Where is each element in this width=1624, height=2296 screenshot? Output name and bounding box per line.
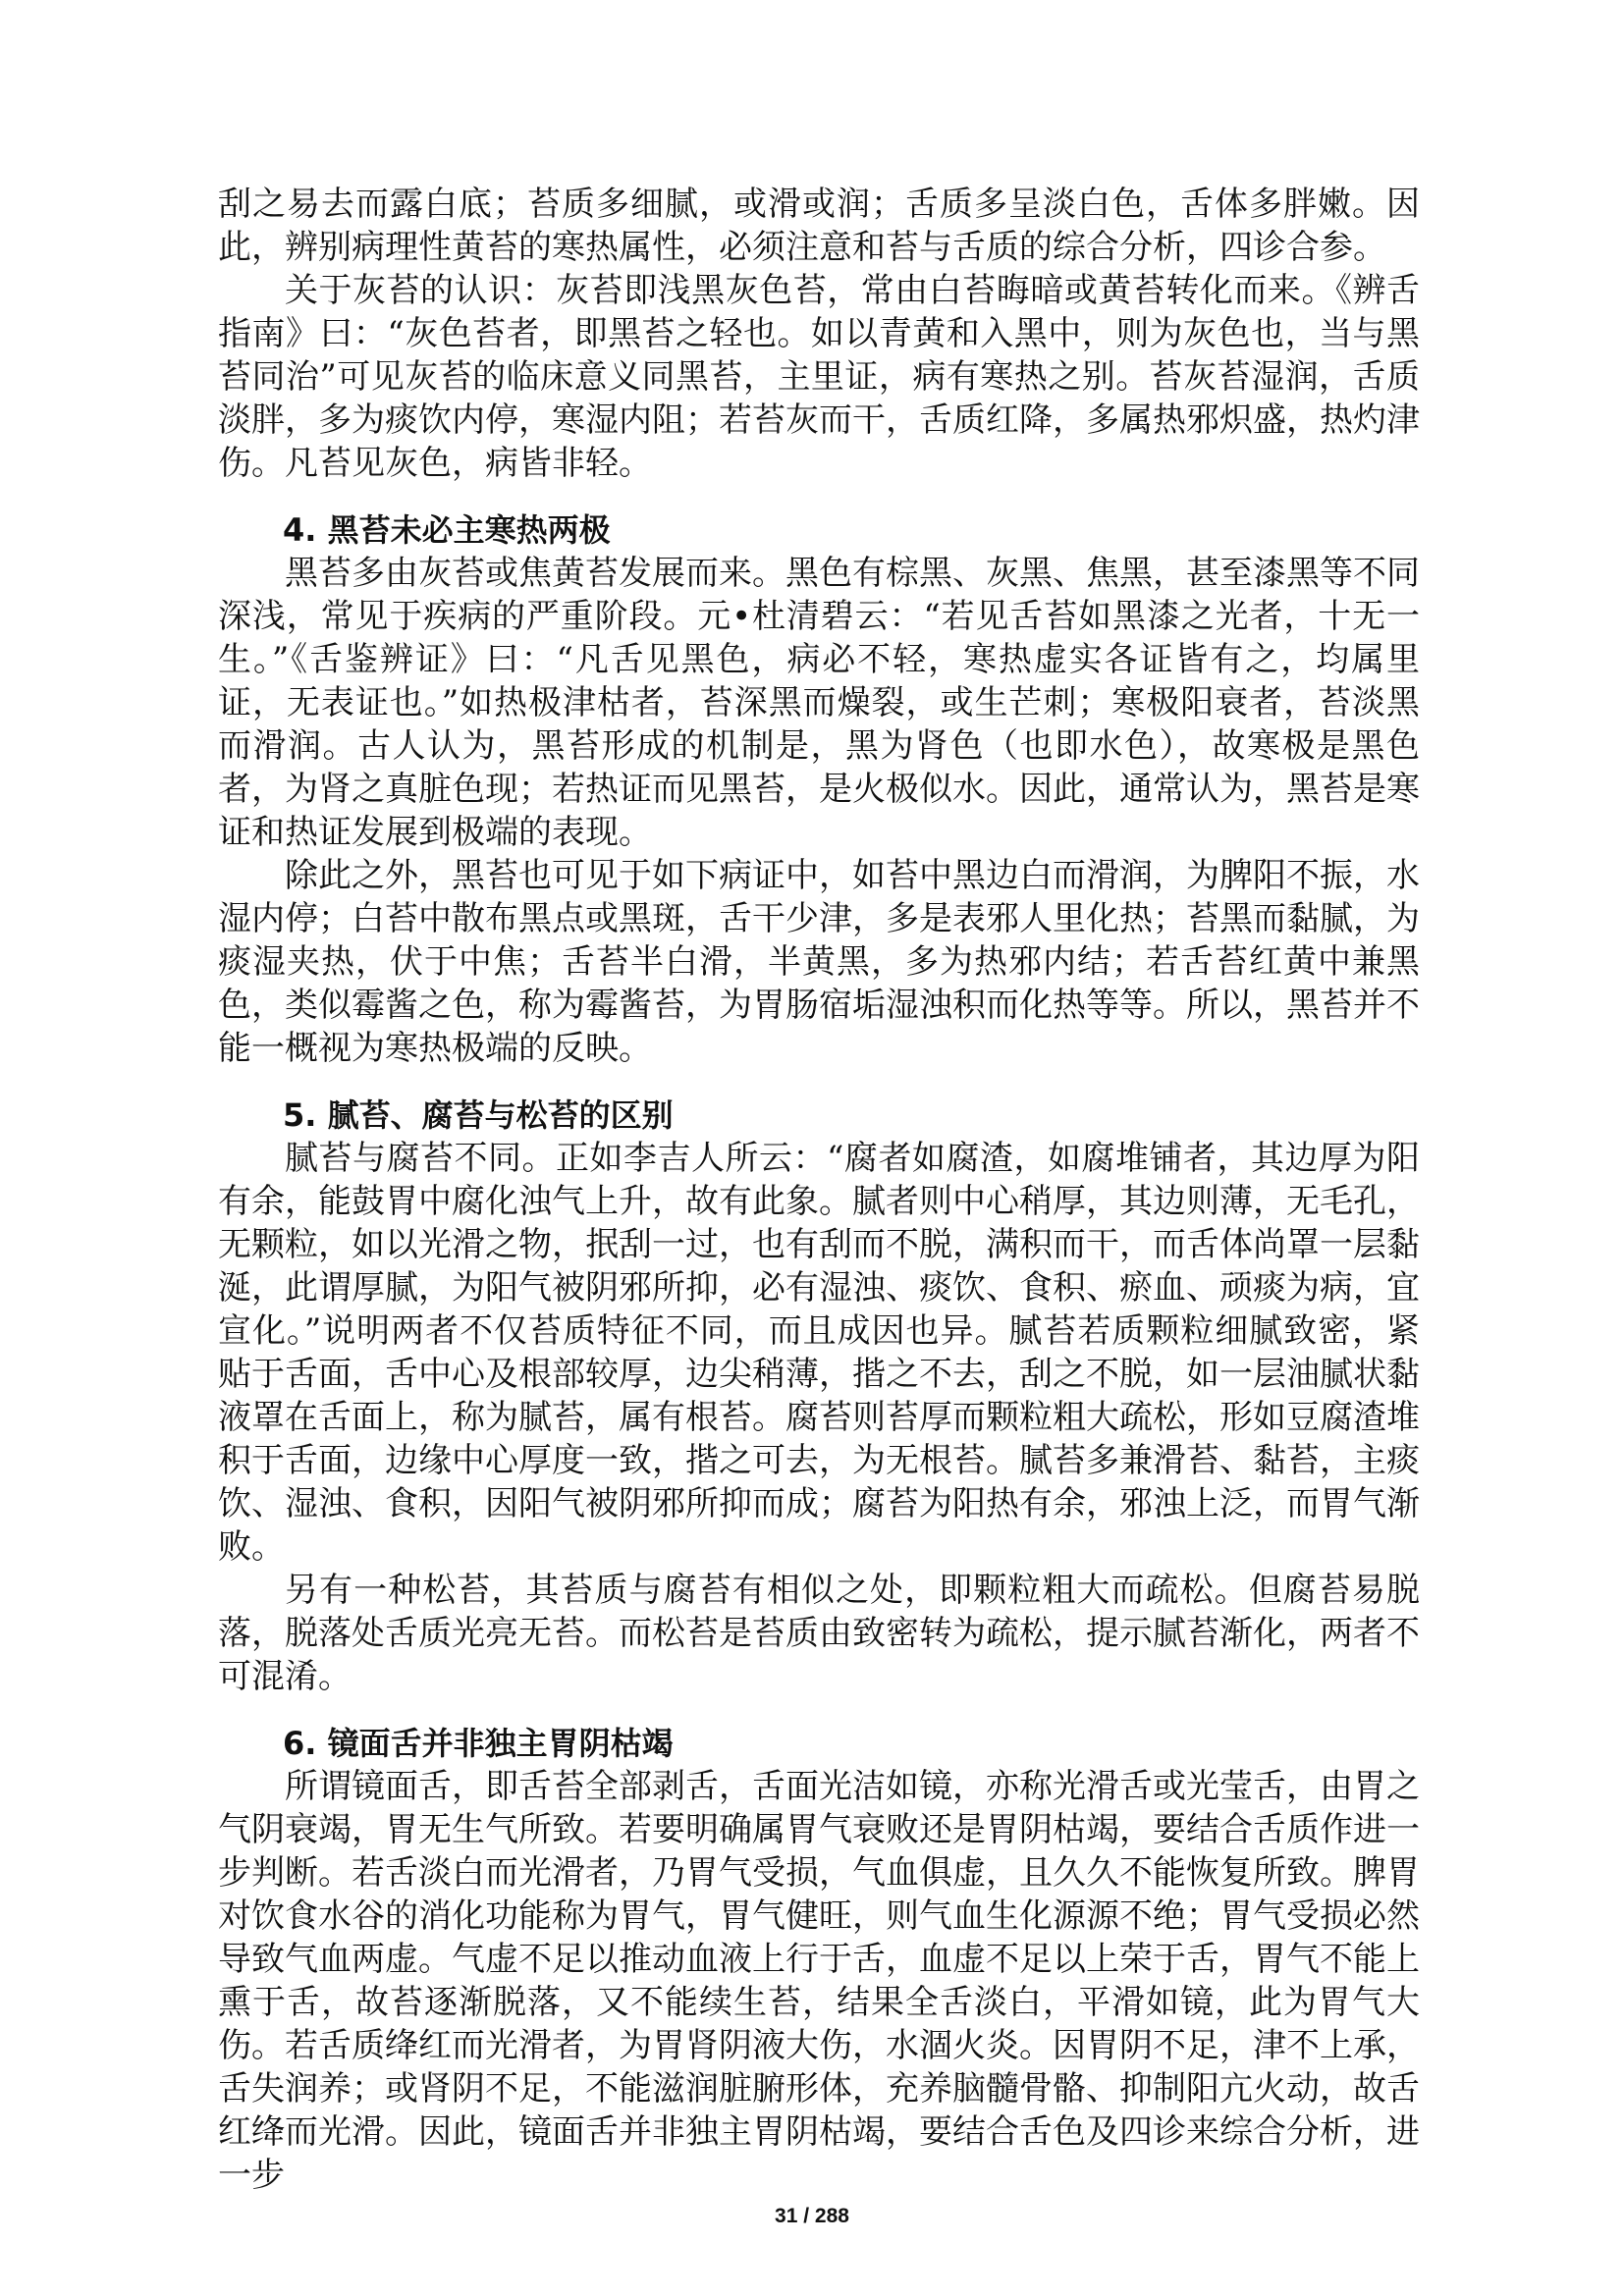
section-heading-4: 4. 黑苔未必主寒热两极 xyxy=(283,511,611,549)
paragraph: 关于灰苔的认识：灰苔即浅黑灰色苔，常由白苔晦暗或黄苔转化而来。《辨舌指南》曰：“灰色苔者，即黑苔之轻也。如以青黄和入黑中，则为灰色也，当与黑苔同治”可见灰苔的临床意义同黑苔，主里证，病有寒热之别。苔灰苔湿润，舌质淡胖，多为痰饮内停，寒湿内阻；若苔灰而干，舌质红降，多属热邪炽盛，热灼津伤。凡苔见灰色，病皆非轻。 xyxy=(218,271,1420,483)
paragraph: 所谓镜面舌，即舌苔全部剥舌，舌面光洁如镜，亦称光滑舌或光莹舌，由胃之气阴衰竭，胃无生气所致。若要明确属胃气衰败还是胃阴枯竭，要结合舌质作进一步判断。若舌淡白而光滑者，乃胃气受损，气血俱虚，且久久不能恢复所致。脾胃对饮食水谷的消化功能称为胃气，胃气健旺，则气血生化源源不绝；胃气受损必然导致气血两虚。气虚不足以推动血液上行于舌，血虚不足以上荣于舌，胃气不能上熏于舌，故苔逐渐脱落，又不能续生苔，结果全舌淡白，平滑如镜，此为胃气大伤。若舌质绛红而光滑者，为胃肾阴液大伤，水涸火炎。因胃阴不足，津不上承，舌失润养；或肾阴不足，不能滋润脏腑形体，充养脑髓骨骼、抑制阳亢火动，故舌红绛而光滑。因此，镜面舌并非独主胃阴枯竭，要结合舌色及四诊来综合分析，进一步 xyxy=(218,1767,1420,2195)
paragraph: 除此之外，黑苔也可见于如下病证中，如苔中黑边白而滑润，为脾阳不振，水湿内停；白苔中散布黑点或黑斑，舌干少津，多是表邪人里化热；苔黑而黏腻，为痰湿夹热，伏于中焦；舌苔半白滑，半黄黑，多为热邪内结；若舌苔红黄中兼黑色，类似霉酱之色，称为霉酱苔，为胃肠宿垢湿浊积而化热等等。所以，黑苔并不能一概视为寒热极端的反映。 xyxy=(218,856,1420,1068)
paragraph: 腻苔与腐苔不同。正如李吉人所云：“腐者如腐渣，如腐堆铺者，其边厚为阳有余，能鼓胃中腐化浊气上升，故有此象。腻者则中心稍厚，其边则薄，无毛孔，无颗粒，如以光滑之物，抿刮一过，也有刮而不脱，满积而干，而舌体尚罩一层黏涎，此谓厚腻，为阳气被阴邪所抑，必有湿浊、痰饮、食积、瘀血、顽痰为病，宜宣化。”说明两者不仅苔质特征不同，而且成因也异。腻苔若质颗粒细腻致密，紧贴于舌面，舌中心及根部较厚，边尖稍薄，揩之不去，刮之不脱，如一层油腻状黏液罩在舌面上，称为腻苔，属有根苔。腐苔则苔厚而颗粒粗大疏松，形如豆腐渣堆积于舌面，边缘中心厚度一致，揩之可去，为无根苔。腻苔多兼滑苔、黏苔，主痰饮、湿浊、食积，因阳气被阴邪所抑而成；腐苔为阳热有余，邪浊上泛，而胃气渐败。 xyxy=(218,1139,1420,1567)
paragraph: 刮之易去而露白底；苔质多细腻，或滑或润；舌质多呈淡白色，舌体多胖嫩。因此，辨别病理性黄苔的寒热属性，必须注意和苔与舌质的综合分析，四诊合参。 xyxy=(218,185,1420,267)
paragraph: 黑苔多由灰苔或焦黄苔发展而来。黑色有棕黑、灰黑、焦黑，甚至漆黑等不同深浅，常见于疾病的严重阶段。元•杜清碧云：“若见舌苔如黑漆之光者，十无一生。”《舌鉴辨证》曰：“凡舌见黑色，病必不轻，寒热虚实各证皆有之，均属里证，无表证也。”如热极津枯者，苔深黑而燥裂，或生芒刺；寒极阳衰者，苔淡黑而滑润。古人认为，黑苔形成的机制是，黑为肾色（也即水色），故寒极是黑色者，为肾之真脏色现；若热证而见黑苔，是火极似水。因此，通常认为，黑苔是寒证和热证发展到极端的表现。 xyxy=(218,554,1420,852)
page-number: 31 / 288 xyxy=(775,2205,849,2227)
section-heading-5: 5. 腻苔、腐苔与松苔的区别 xyxy=(283,1096,674,1134)
paragraph: 另有一种松苔，其苔质与腐苔有相似之处，即颗粒粗大而疏松。但腐苔易脱落，脱落处舌质光亮无苔。而松苔是苔质由致密转为疏松，提示腻苔渐化，两者不可混淆。 xyxy=(218,1571,1420,1696)
section-heading-6: 6. 镜面舌并非独主胃阴枯竭 xyxy=(283,1725,674,1762)
page-content xyxy=(218,183,1420,2197)
